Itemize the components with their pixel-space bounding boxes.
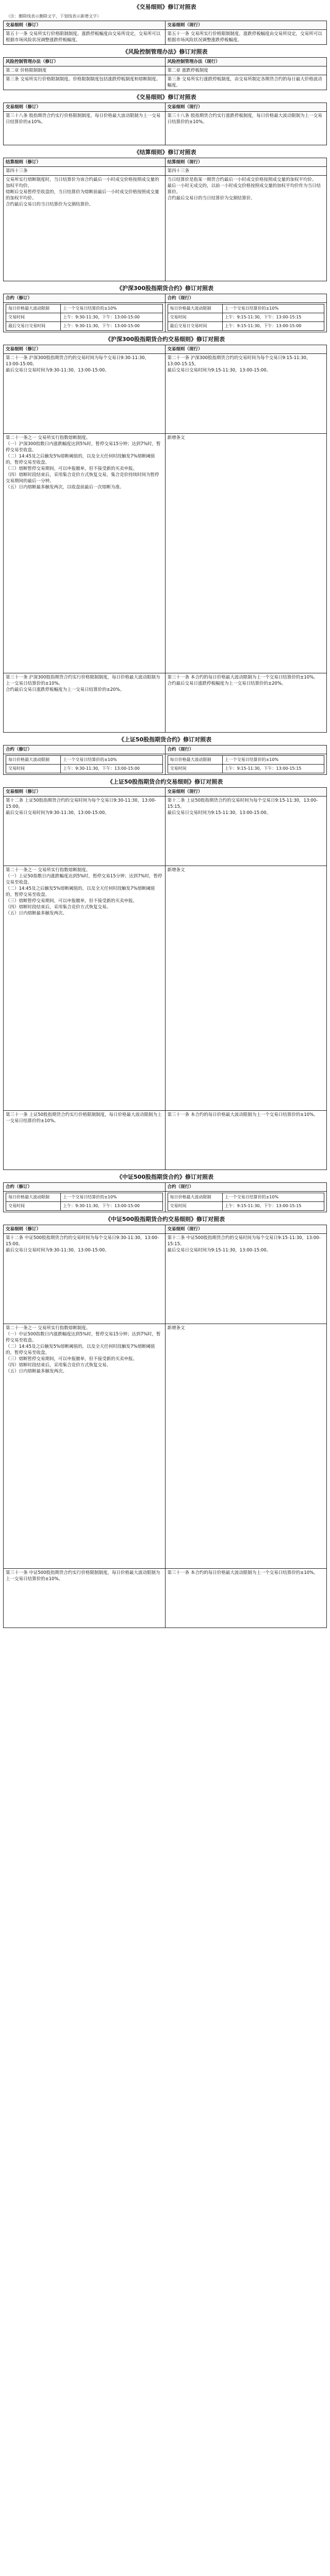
section-title: 《交易细则》修订对照表 (134, 94, 196, 100)
column-header-revised: 结算细则（修订） (4, 158, 166, 167)
revised-text: 第三十一条 上证50股指期货合约实行价格限制制度，每日价格最大波动限制为上一交易日结算价的±10%。 (4, 1111, 166, 1170)
current-text: 第三条 交易所实行涨跌停板制度，由交易所制定各期货合约的每日最大价格波动幅度。 (165, 75, 327, 90)
contract-terms-revised (6, 304, 163, 331)
revision-table (3, 158, 327, 281)
current-text: 第三十八条 股指期货合约实行涨跌停板制度，每日价格最大波动限制为上一交易日结算价的±10%。 (165, 112, 327, 145)
term-key: 交易时间 (6, 1202, 61, 1211)
term-key: 交易时间 (6, 765, 61, 773)
revised-text: 交易所实行熔断制度时，当日结算价为该合约最后一小时成交价格按照成交量的加权平均价。 熔断后交易暂停至收盘的，当日结算价为熔断前最后一小时成交价格按照成交量的加权平均价。 合约最后交易日的当日结算价为交割结算价。 (4, 176, 166, 281)
section-title: 《结算细则》修订对照表 (134, 149, 196, 156)
term-value: 上午：9:30-11:30，下午：13:00-15:00 (61, 313, 162, 322)
current-text: 第三十一条 本合约的每日价格最大波动限制为上一个交易日结算价的±10%。 (165, 1569, 327, 1628)
column-header-current: 合约（现行） (165, 294, 327, 303)
revised-text: 第十二条 中证500股指期货合约的交易时间为每个交易日9:30-11:30，13:00-15:00。 最后交易日交易时间为9:30-11:30，13:00-15:00。 (4, 1234, 166, 1324)
column-header-revised: 交易细则（修订） (4, 103, 166, 112)
term-key: 每日价格最大波动限制 (168, 1193, 222, 1202)
term-key: 最后交易日交易时间 (168, 322, 222, 331)
revision-table (3, 1225, 327, 1628)
revised-text: 第二十一条之一 交易所实行指数熔断制度。 （一）沪深300指数日内涨跌幅度达到5%时，暂停交易15分钟；达到7%时，暂停交易至收盘。 （二）14:45及之后触发5%熔断阈值的，以及全天任何时段触发7%熔断阈值的，暂停交易至收盘。 （三）熔断暂停交易期间，可以申报撤单，但不接受新的买卖申报。 （四）熔断时段结束后，采用集合竞价方式恢复交易，集合竞价持续时间为暂停交易期间的最后一分钟。 （五）日内熔断最多触发两次，以收盘前最后一次熔断为准。 (4, 434, 166, 673)
term-key: 最后交易日交易时间 (6, 322, 61, 331)
term-value: 上一个交易日结算价的±10% (222, 756, 324, 765)
contract-terms-current (168, 1193, 325, 1211)
revised-text: 第三十八条 股指期货合约实行价格限制制度。每日价格最大波动限制为上一交易日结算价的±10%。 (4, 112, 166, 145)
column-header-current: 交易细则（现行） (165, 345, 327, 354)
section-title: 《中证500股指期货合约》修订对照表 (117, 1174, 213, 1180)
term-value: 上午：9:15-11:30，下午：13:00-15:15 (222, 313, 324, 322)
column-header-current: 交易细则（现行） (165, 1225, 327, 1234)
column-header-current: 交易细则（现行） (165, 103, 327, 112)
contract-table (3, 294, 327, 332)
current-text: 新增条文 (165, 434, 327, 673)
term-key: 每日价格最大波动限制 (6, 1193, 61, 1202)
revised-text: 第三十一条 沪深300股指期货合约实行价格限制制度，每日价格最大波动限制为上一交易日结算价的±10%。 合约最后交易日涨跌停板幅度为上一交易日结算价的±20%。 (4, 673, 166, 733)
term-key: 交易时间 (168, 313, 222, 322)
column-header-revised: 风险控制管理办法（修订） (4, 58, 166, 66)
revised-text: 第二十一条之一 交易所实行指数熔断制度。 （一）中证500指数日内涨跌幅度达到5%时，暂停交易15分钟；达到7%时，暂停交易至收盘。 （二）14:45及之后触发5%熔断阈值的，以及全天任何时段触发7%熔断阈值的，暂停交易至收盘。 （三）熔断暂停交易期间，可以申报撤单，但不接受新的买卖申报。 （四）熔断时段结束后，采用集合竞价方式恢复交易。 （五）日内熔断最多触发两次。 (4, 1324, 166, 1569)
article-revised: 第四十三条 (4, 167, 166, 176)
column-header-current: 合约（现行） (165, 1183, 327, 1192)
column-header-revised: 交易细则（修订） (4, 21, 166, 30)
section-title: 《上证50股指期货合约》修订对照表 (118, 736, 212, 743)
current-text: 第十二条 上证50股指期货合约的交易时间为每个交易日9:15-11:30，13:00-15:15。 最后交易日交易时间为9:15-11:30，13:00-15:00。 (165, 796, 327, 866)
term-value: 上午：9:15-11:30，下午：13:00-15:00 (222, 322, 324, 331)
contract-terms-current (168, 304, 325, 331)
term-key: 每日价格最大波动限制 (168, 304, 222, 313)
term-value: 上一个交易日结算价的±10% (222, 304, 324, 313)
term-key: 交易时间 (168, 1202, 222, 1211)
contract-terms-revised (6, 1193, 163, 1211)
current-text: 第二十一条 沪深300股指期货合约的交易时间为每个交易日9:15-11:30，13:00-15:15。 最后交易日交易时间为9:15-11:30，13:00-15:00。 (165, 354, 327, 434)
revision-table (3, 103, 327, 145)
revision-table (3, 345, 327, 733)
contract-terms-current (168, 755, 325, 773)
revised-text: 第二十一条 沪深300股指期货合约的交易时间为每个交易日9:30-11:30，13:00-15:00。 最后交易日交易时间为9:30-11:30，13:00-15:00。 (4, 354, 166, 434)
term-key: 交易时间 (168, 765, 222, 773)
column-header-revised: 合约（修订） (4, 1183, 166, 1192)
column-header-revised: 交易细则（修订） (4, 1225, 166, 1234)
current-text: 第三十一条 本合约的每日价格最大波动限制为上一个交易日结算价的±10%。 合约最后交易日涨跌停板幅度为上一交易日结算价的±20%。 (165, 673, 327, 733)
column-header-current: 交易细则（现行） (165, 788, 327, 796)
section-title: 《风险控制管理办法》修订对照表 (122, 48, 208, 55)
current-text: 当日结算价是指某一期货合约最后一小时成交价格按照成交量的加权平均价。 最后一小时无成交的，以前一小时成交价格按照成交量的加权平均价作为当日结算价。 合约最后交易日的当日结算价为交割结算价。 (165, 176, 327, 281)
term-value: 上午：9:30-11:30，下午：13:00-15:00 (61, 765, 162, 773)
revised-text: 第二十一条之一 交易所实行指数熔断制度。 （一）上证50指数日内涨跌幅度达到5%时，暂停交易15分钟；达到7%时，暂停交易至收盘。 （二）14:45及之后触发5%熔断阈值的，以及全天任何时段触发7%熔断阈值的，暂停交易至收盘。 （三）熔断暂停交易期间，可以申报撤单，但不接受新的买卖申报。 （四）熔断时段结束后，采用集合竞价方式恢复交易。 （五）日内熔断最多触发两次。 (4, 866, 166, 1111)
column-header-current: 交易细则（现行） (165, 21, 327, 30)
column-header-revised: 交易细则（修订） (4, 788, 166, 796)
revision-table (3, 787, 327, 1170)
term-value: 上一个交易日结算价的±10% (61, 1193, 162, 1202)
revised-text: 第三条 交易所实行价格限制制度。价格限制制度包括涨跌停板制度和熔断制度。 (4, 75, 166, 90)
term-value: 上一个交易日结算价的±10% (61, 304, 162, 313)
term-value: 上午：9:15-11:30，下午：13:00-15:15 (222, 1202, 324, 1211)
revision-table (3, 57, 327, 90)
section-title: 《中证500股指期货合约交易细则》修订对照表 (105, 1216, 225, 1223)
document (0, 4, 330, 1628)
section-title: 《沪深300股指期货合约》修订对照表 (117, 285, 213, 292)
section-title: 《沪深300股指期货合约交易细则》修订对照表 (105, 336, 225, 343)
article-current: 第四十三条 (165, 167, 327, 176)
column-header-revised: 交易细则（修订） (4, 345, 166, 354)
current-text: 第十二条 中证500股指期货合约的交易时间为每个交易日9:15-11:30，13:00-15:15。 最后交易日交易时间为9:15-11:30，13:00-15:00。 (165, 1234, 327, 1324)
column-header-revised: 合约（修订） (4, 294, 166, 303)
column-header-current: 风险控制管理办法（现行） (165, 58, 327, 66)
term-key: 每日价格最大波动限制 (6, 304, 61, 313)
revised-text: 第十二条 上证50股指期货合约的交易时间为每个交易日9:30-11:30，13:00-15:00。 最后交易日交易时间为9:30-11:30，13:00-15:00。 (4, 796, 166, 866)
revised-text: 第五十一条 交易所实行价格限制制度。涨跌停板幅度由交易所设定，交易所可以根据市场风险状况调整涨跌停板幅度。 (4, 30, 166, 45)
term-value: 上午：9:15-11:30，下午：13:00-15:15 (222, 765, 324, 773)
column-header-current: 结算细则（现行） (165, 158, 327, 167)
revision-table (3, 21, 327, 45)
contract-terms-revised (6, 755, 163, 773)
current-text: 新增条文 (165, 1324, 327, 1569)
current-text: 第三十一条 本合约的每日价格最大波动限制为上一个交易日结算价的±10%。 (165, 1111, 327, 1170)
column-header-current: 合约（现行） (165, 745, 327, 754)
current-text: 新增条文 (165, 866, 327, 1111)
section-title: 《上证50股指期货合约交易细则》修订对照表 (107, 778, 223, 785)
term-key: 每日价格最大波动限制 (168, 756, 222, 765)
chapter-revised: 第二章 价格限制制度 (4, 66, 166, 75)
term-key: 每日价格最大波动限制 (6, 756, 61, 765)
term-value: 上午：9:30-11:30，下午：13:00-15:00 (61, 322, 162, 331)
section-title: 《交易细则》修订对照表 (134, 4, 196, 10)
term-key: 交易时间 (6, 313, 61, 322)
term-value: 上午：9:30-11:30，下午：13:00-15:00 (61, 1202, 162, 1211)
term-value: 上一个交易日结算价的±10% (222, 1193, 324, 1202)
current-text: 第五十一条 交易所实行价格限制制度。涨跌停板幅度由交易所设定，交易所可以根据市场风险状况调整涨跌停板幅度。 (165, 30, 327, 45)
revision-note: （注：删除线表示删除文字，下划线表示新增文字） (6, 14, 101, 19)
term-value: 上一个交易日结算价的±10% (61, 756, 162, 765)
revised-text: 第三十一条 中证500股指期货合约实行价格限制制度，每日价格最大波动限制为上一交易日结算价的±10%。 (4, 1569, 166, 1628)
contract-table (3, 745, 327, 775)
column-header-revised: 合约（修订） (4, 745, 166, 754)
contract-table (3, 1182, 327, 1212)
chapter-current: 第二章 涨跌停板制度 (165, 66, 327, 75)
